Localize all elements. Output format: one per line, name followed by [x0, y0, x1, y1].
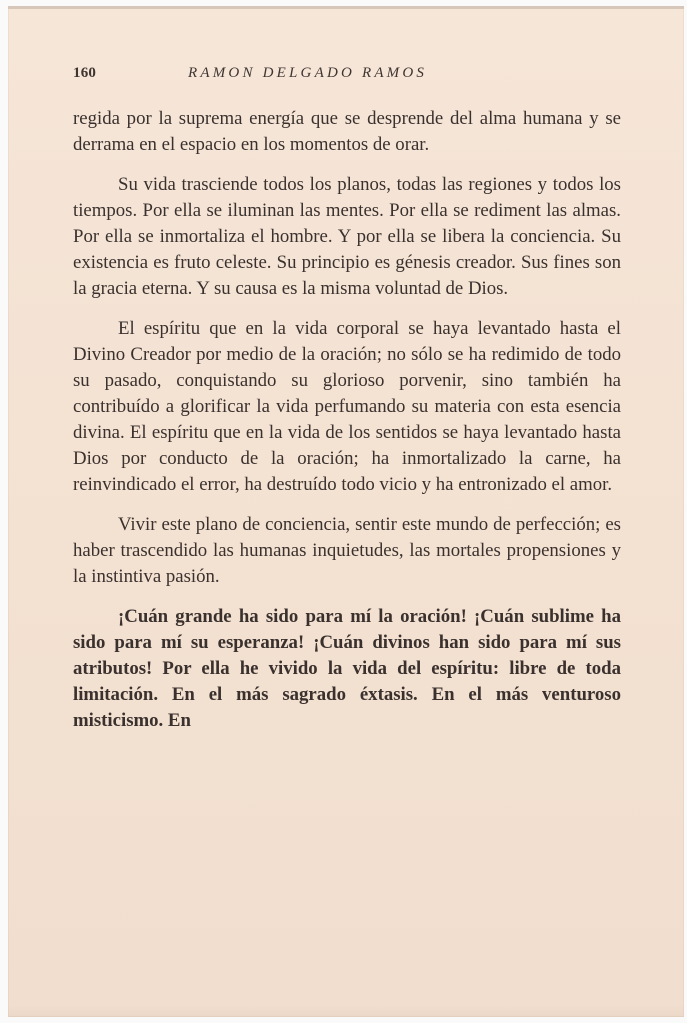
page-top-edge	[8, 6, 684, 9]
body-text	[73, 106, 621, 748]
paragraph-5: ¡Cuán grande ha sido para mí la oración! ¡Cuán sublime ha sido para mí su esperanza! ¡Cuán divinos han sido para mí sus atributos! Por ella he vivido la vida del espíritu: libre de toda limitación. En el más sagrado éxtasis. En el más venturoso misticismo. En	[73, 606, 621, 731]
paragraph-1: regida por la suprema energía que se desprende del alma humana y se derrama en el espacio en los momentos de orar.	[73, 108, 621, 155]
paragraph-2: Su vida trasciende todos los planos, todas las regiones y todos los tiempos. Por ella se iluminan las mentes. Por ella se rediment las almas. Por ella se inmortaliza el hombre. Y por ella se libera la conciencia. Su existencia es fruto celeste. Su principio es génesis creador. Sus fines son la gracia eterna. Y su causa es la misma voluntad de Dios.	[73, 174, 621, 299]
running-head: RAMON DELGADO RAMOS	[188, 65, 428, 81]
page-header	[73, 65, 625, 93]
page-number: 160	[73, 65, 97, 81]
paragraph-4: Vivir este plano de conciencia, sentir este mundo de perfección; es haber trascendido las humanas inquietudes, las mortales propensiones y la instintiva pasión.	[73, 514, 621, 587]
paragraph-3: El espíritu que en la vida corporal se haya levantado hasta el Divino Creador por medio de la oración; no sólo se ha redimido de todo su pasado, conquistando su glorioso porvenir, sino también ha contribuído a glorificar la vida perfumando su materia con esta esencia divina. El espíritu que en la vida de los sentidos se haya levantado hasta Dios por conducto de la oración; ha inmortalizado la carne, ha reinvindicado el error, ha destruído todo vicio y ha entronizado el amor.	[73, 318, 621, 495]
page-bottom-shade	[8, 1005, 684, 1017]
